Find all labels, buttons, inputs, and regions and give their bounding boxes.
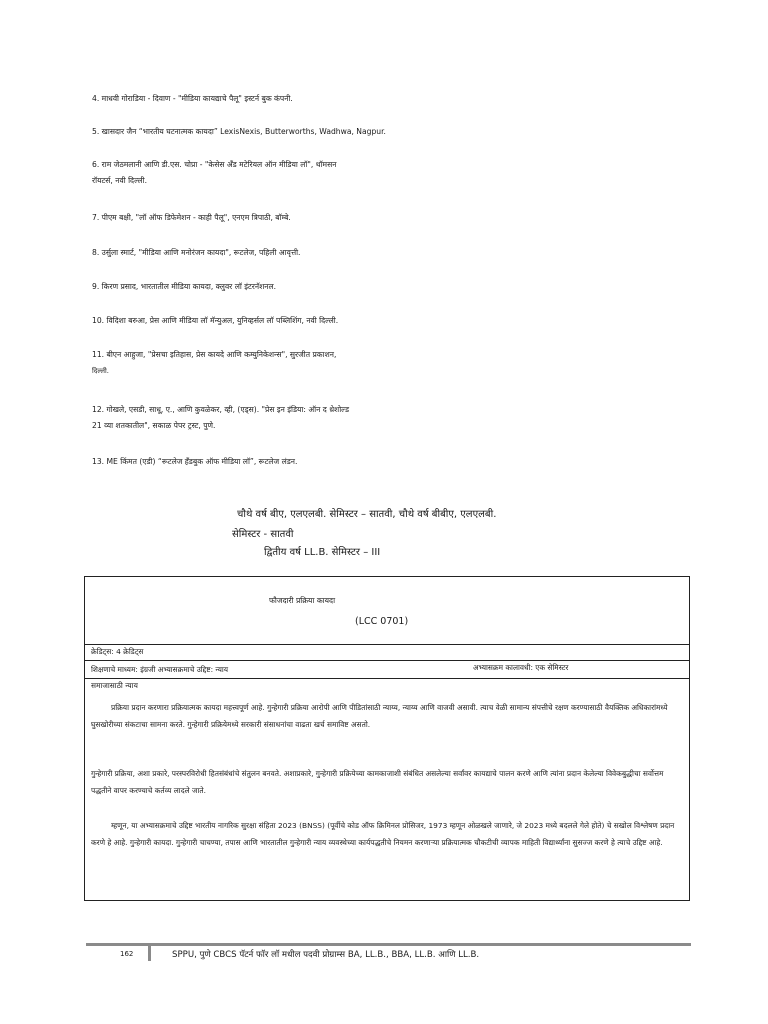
objective-subheading: समाजासाठी न्याय — [91, 681, 138, 690]
footer-rule — [86, 943, 691, 946]
paragraph-text: प्रक्रिया प्रदान करणारा प्रक्रियात्मक कायदा महत्त्वपूर्ण आहे. गुन्हेगारी प्रक्रिया आरोपी आणि पीडितांसाठी न्याय्य, न्याय्य आणि वाजवी असावी. त्याच वेळी सामान्य संपत्तीचे रक्षण करण्यासाठी वैयक्तिक अधिकारांमध्ये घुसखोरीच्या संकटाचा सामना करते. गुन्हेगारी प्रक्रियेमध्ये सरकारी संसाधनांचा वाढता खर्च समाविष्ट असतो. — [91, 703, 668, 729]
reference-6 — [92, 157, 336, 189]
reference-line: 8. उर्सुला स्मार्ट, "मीडिया आणि मनोरंजन कायदा", रूटलेज, पहिली आवृत्ती. — [92, 248, 301, 257]
reference-11 — [92, 347, 336, 379]
medium-label: शिक्षणाचे माध्यम: इंग्रजी अभ्यासक्रमाचे उद्दिष्ट: न्याय — [91, 665, 229, 674]
reference-13 — [92, 454, 297, 470]
objective-paragraph-1 — [91, 699, 683, 733]
reference-line: 9. किरण प्रसाद, भारतातील मीडिया कायदा, क्लुवर लॉ इंटरनॅशनल. — [92, 282, 277, 291]
footer-text: SPPU, पुणे CBCS पॅटर्न फॉर लॉ मधील पदवी प्रोग्राम्स BA, LL.B., BBA, LL.B. आणि LL.B. — [172, 950, 480, 960]
reference-line: 7. पीएम बक्षी, "लॉ ऑफ डिफेमेशन - काही पैलू", एनएम त्रिपाठी, बॉम्बे. — [92, 213, 291, 222]
semester-heading-1: चौथे वर्ष बीए, एलएलबी. सेमिस्टर – सातवी, चौथे वर्ष बीबीए, एलएलबी. — [237, 509, 497, 520]
reference-line: रॉयटर्स, नवी दिल्ली. — [92, 176, 148, 185]
divider — [85, 644, 689, 645]
divider — [85, 678, 689, 679]
semester-heading-3: द्वितीय वर्ष LL.B. सेमिस्टर – III — [264, 547, 381, 558]
reference-line: 10. विदिशा बरुआ, प्रेस आणि मीडिया लॉ मॅन्युअल, युनिव्हर्सल लॉ पब्लिशिंग, नवी दिल्ली. — [92, 316, 339, 325]
course-code: (LCC 0701) — [355, 616, 409, 627]
reference-line: 13. ME किंमत (एडी) “रूटलेज हँडबुक ऑफ मीडिया लॉ”, रूटलेज लंडन. — [92, 457, 298, 466]
credits-label: क्रेडिट्स: 4 क्रेडिट्स — [91, 647, 144, 656]
reference-line: 11. बीएन आहुजा, "प्रेसचा इतिहास, प्रेस कायदे आणि कम्युनिकेशन्स", सुरजीत प्रकाशन, — [92, 350, 337, 359]
reference-5 — [92, 124, 386, 140]
reference-line: दिल्ली. — [92, 367, 109, 375]
page-number: 162 — [120, 950, 134, 958]
paragraph-text: गुन्हेगारी प्रक्रिया, अशा प्रकारे, परस्परविरोधी हितसंबंधांचे संतुलन बनवते. अशाप्रकारे, गुन्हेगारी प्रक्रियेच्या कामकाजाशी संबंधित असलेल्या सर्वांवर कायद्याचे पालन करणे आणि त्यांना प्रदान केलेल्या विवेकबुद्धीचा सर्वोत्तम पद्धतीने वापर करण्याचे कर्तव्य लादले जाते. — [91, 769, 664, 795]
reference-7 — [92, 210, 291, 226]
reference-line: 6. राम जेठमलानी आणि डी.एस. चोप्रा - "केसेस अँड मटेरियल ऑन मीडिया लॉ", थॉमसन — [92, 160, 337, 169]
objective-paragraph-3 — [91, 817, 683, 851]
reference-8 — [92, 245, 300, 261]
reference-line: 21 व्या शतकातील", सकाळ पेपर ट्रस्ट, पुणे. — [92, 421, 216, 430]
reference-line: 12. गोखले, एसडी, साधू, ए., आणि कुवळेकर, व्ही, (एड्स). "प्रेस इन इंडिया: ऑन द थ्रेशोल्ड — [92, 405, 350, 414]
course-title: फौजदारी प्रक्रिया कायदा — [269, 596, 336, 605]
duration-label: अभ्यासक्रम कालावधी: एक सेमिस्टर — [473, 663, 569, 672]
paragraph-text: म्हणून, या अभ्यासक्रमाचे उद्दिष्ट भारतीय नागरिक सुरक्षा संहिता 2023 (BNSS) (पूर्वीचे कोड ऑफ क्रिमिनल प्रोसिजर, 1973 म्हणून ओळखले जाणारे, जे 2023 मध्ये बदलले गेले होते) चे सखोल विश्लेषण प्रदान करणे हे आहे. गुन्हेगारी कायदा. गुन्हेगारी चाचण्या, तपास आणि भारतातील गुन्हेगारी न्याय व्यवस्थेच्या कार्यपद्धतीचे नियमन करणाऱ्या प्रक्रियात्मक चौकटीची व्यापक माहिती विद्यार्थ्यांना सुसज्ज करणे हे त्याचे उद्दिष्ट आहे. — [91, 821, 675, 847]
objective-paragraph-2 — [91, 765, 683, 799]
reference-10 — [92, 313, 338, 329]
footer-separator — [148, 943, 151, 961]
reference-4 — [92, 91, 293, 107]
reference-line: 5. खासदार जैन “भारतीय घटनात्मक कायदा” LexisNexis, Butterworths, Wadhwa, Nagpur. — [92, 127, 386, 136]
divider — [85, 660, 689, 661]
reference-9 — [92, 279, 276, 295]
course-box — [84, 576, 690, 901]
reference-12 — [92, 402, 349, 434]
reference-line: 4. माधवी गोराडिया - दिवाण - "मीडिया कायद्याचे पैलू" इस्टर्न बुक कंपनी. — [92, 94, 293, 103]
semester-heading-2: सेमिस्टर - सातवी — [232, 529, 294, 540]
